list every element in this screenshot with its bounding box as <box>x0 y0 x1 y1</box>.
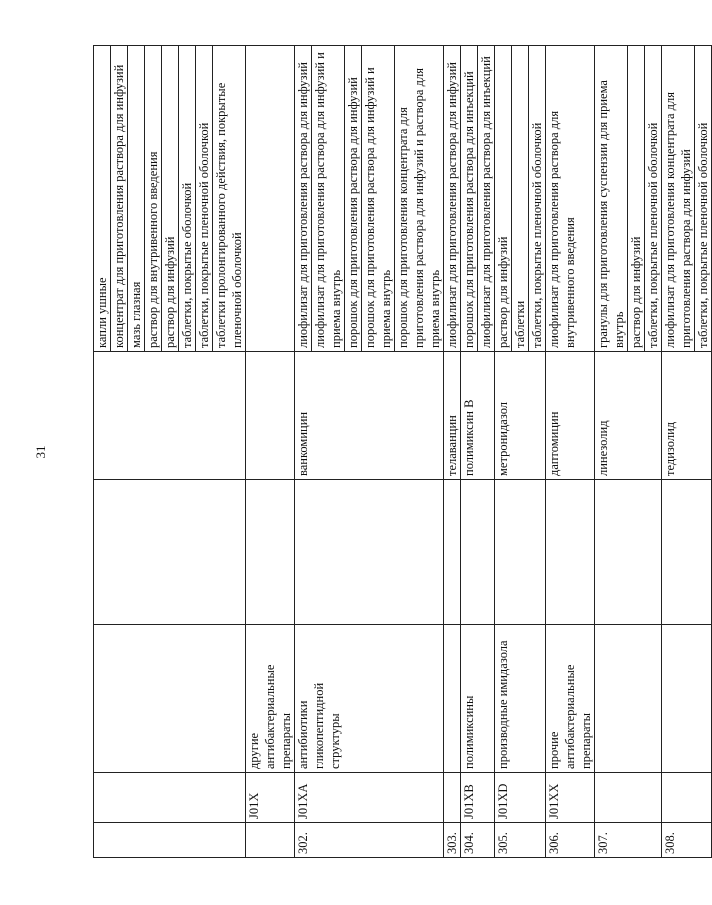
dosage-form: таблетки <box>512 46 529 351</box>
table-row <box>444 46 461 858</box>
rotated-table-frame <box>93 46 710 858</box>
pharmacological-group: полимиксины <box>461 625 495 773</box>
dosage-form: раствор для инфузий <box>495 46 512 351</box>
dosage-form: лиофилизат для приготовления раствора для инфузий и приема внутрь <box>312 46 345 351</box>
row-number: 308. <box>662 823 712 858</box>
atc-code: J01XB <box>461 773 495 823</box>
drug-name: линезолид <box>595 352 662 480</box>
table-row <box>461 46 495 858</box>
drug-name: ванкомицин <box>295 352 444 480</box>
empty-cell <box>662 480 712 625</box>
dosage-forms-cell <box>662 46 712 352</box>
drug-name: даптомицин <box>546 352 595 480</box>
atc-code <box>94 773 246 823</box>
row-number: 304. <box>461 823 495 858</box>
dosage-form: таблетки, покрытые пленочной оболочкой <box>196 46 213 351</box>
dosage-form: лиофилизат для приготовления раствора для инфузий <box>445 62 459 348</box>
dosage-form: таблетки, покрытые пленочной оболочкой <box>530 122 544 348</box>
row-number: 306. <box>546 823 595 858</box>
table-row <box>495 46 546 858</box>
drug-name <box>246 352 295 480</box>
drug-name: полимиксин В <box>461 352 495 480</box>
dosage-forms-cell <box>246 46 295 352</box>
empty-cell <box>295 480 444 625</box>
pharmacological-group: антибиотики гликопептидной структуры <box>295 625 444 773</box>
dosage-form: лиофилизат для приготовления концентрата для приготовления раствора для инфузий <box>662 46 695 351</box>
atc-code: J01XX <box>546 773 595 823</box>
dosage-forms-cell <box>595 46 662 352</box>
dosage-form: порошок для приготовления раствора для инфузий и приема внутрь <box>362 46 395 351</box>
pharmacological-group <box>94 625 246 773</box>
dosage-forms-cell <box>546 46 595 352</box>
dosage-form: раствор для инфузий <box>162 46 179 351</box>
dosage-form: капли ушные <box>94 46 111 351</box>
table-row <box>295 46 444 858</box>
dosage-form: порошок для приготовления раствора для инфузий <box>345 46 362 351</box>
dosage-form: мазь глазная <box>128 46 145 351</box>
dosage-form: гранулы для приготовления суспензии для приема внутрь <box>595 46 628 351</box>
dosage-form: таблетки пролонгированного действия, покрытые пленочной оболочкой <box>214 82 244 348</box>
dosage-forms-cell <box>495 46 546 352</box>
pharmacological-group: другие антибактериальные препараты <box>246 625 295 773</box>
pharmacological-group <box>444 625 461 773</box>
pharmacological-group: прочие антибактериальные препараты <box>546 625 595 773</box>
atc-code <box>595 773 662 823</box>
dosage-forms-cell <box>444 46 461 352</box>
pharmacological-group <box>595 625 662 773</box>
atc-code: J01XD <box>495 773 546 823</box>
empty-cell <box>546 480 595 625</box>
dosage-form: раствор для внутривенного введения <box>145 46 162 351</box>
row-number: 302. <box>295 823 444 858</box>
dosage-form: лиофилизат для приготовления раствора для внутривенного введения <box>547 110 577 348</box>
row-number: 305. <box>495 823 546 858</box>
dosage-form: порошок для приготовления концентрата для приготовления раствора для инфузий и раствора для приема внутрь <box>396 68 442 348</box>
dosage-forms-cell <box>295 46 444 352</box>
atc-code <box>662 773 712 823</box>
dosage-form: таблетки, покрытые пленочной оболочкой <box>646 122 660 348</box>
atc-code: J01X <box>246 773 295 823</box>
table-row <box>94 46 246 858</box>
dosage-form: раствор для инфузий <box>628 46 645 351</box>
table-row <box>246 46 295 858</box>
table-row <box>546 46 595 858</box>
drug-name <box>94 352 246 480</box>
pharmacological-group: производные имидазола <box>495 625 546 773</box>
empty-cell <box>595 480 662 625</box>
dosage-form <box>246 46 262 351</box>
table-row <box>662 46 712 858</box>
row-number: 307. <box>595 823 662 858</box>
row-number: 303. <box>444 823 461 858</box>
table-row <box>595 46 662 858</box>
dosage-form: таблетки, покрытые оболочкой <box>179 46 196 351</box>
dosage-form: лиофилизат для приготовления раствора для инфузий <box>295 46 312 351</box>
empty-cell <box>94 480 246 625</box>
pharmacological-group <box>662 625 712 773</box>
drug-name: телаванцин <box>444 352 461 480</box>
atc-code <box>444 773 461 823</box>
empty-cell <box>461 480 495 625</box>
atc-code: J01XA <box>295 773 444 823</box>
drug-name: тедизолид <box>662 352 712 480</box>
row-number <box>246 823 295 858</box>
drug-table <box>93 45 712 858</box>
dosage-form: таблетки, покрытые пленочной оболочкой <box>696 122 710 348</box>
drug-name: метронидазол <box>495 352 546 480</box>
dosage-form: концентрат для приготовления раствора для инфузий <box>111 46 128 351</box>
row-number <box>94 823 246 858</box>
dosage-form: порошок для приготовления раствора для инъекций <box>461 46 478 351</box>
page-number: 31 <box>33 445 48 459</box>
empty-cell <box>246 480 295 625</box>
empty-cell <box>495 480 546 625</box>
empty-cell <box>444 480 461 625</box>
dosage-forms-cell <box>94 46 246 352</box>
dosage-forms-cell <box>461 46 495 352</box>
dosage-form: лиофилизат для приготовления раствора для инъекций <box>479 56 493 348</box>
